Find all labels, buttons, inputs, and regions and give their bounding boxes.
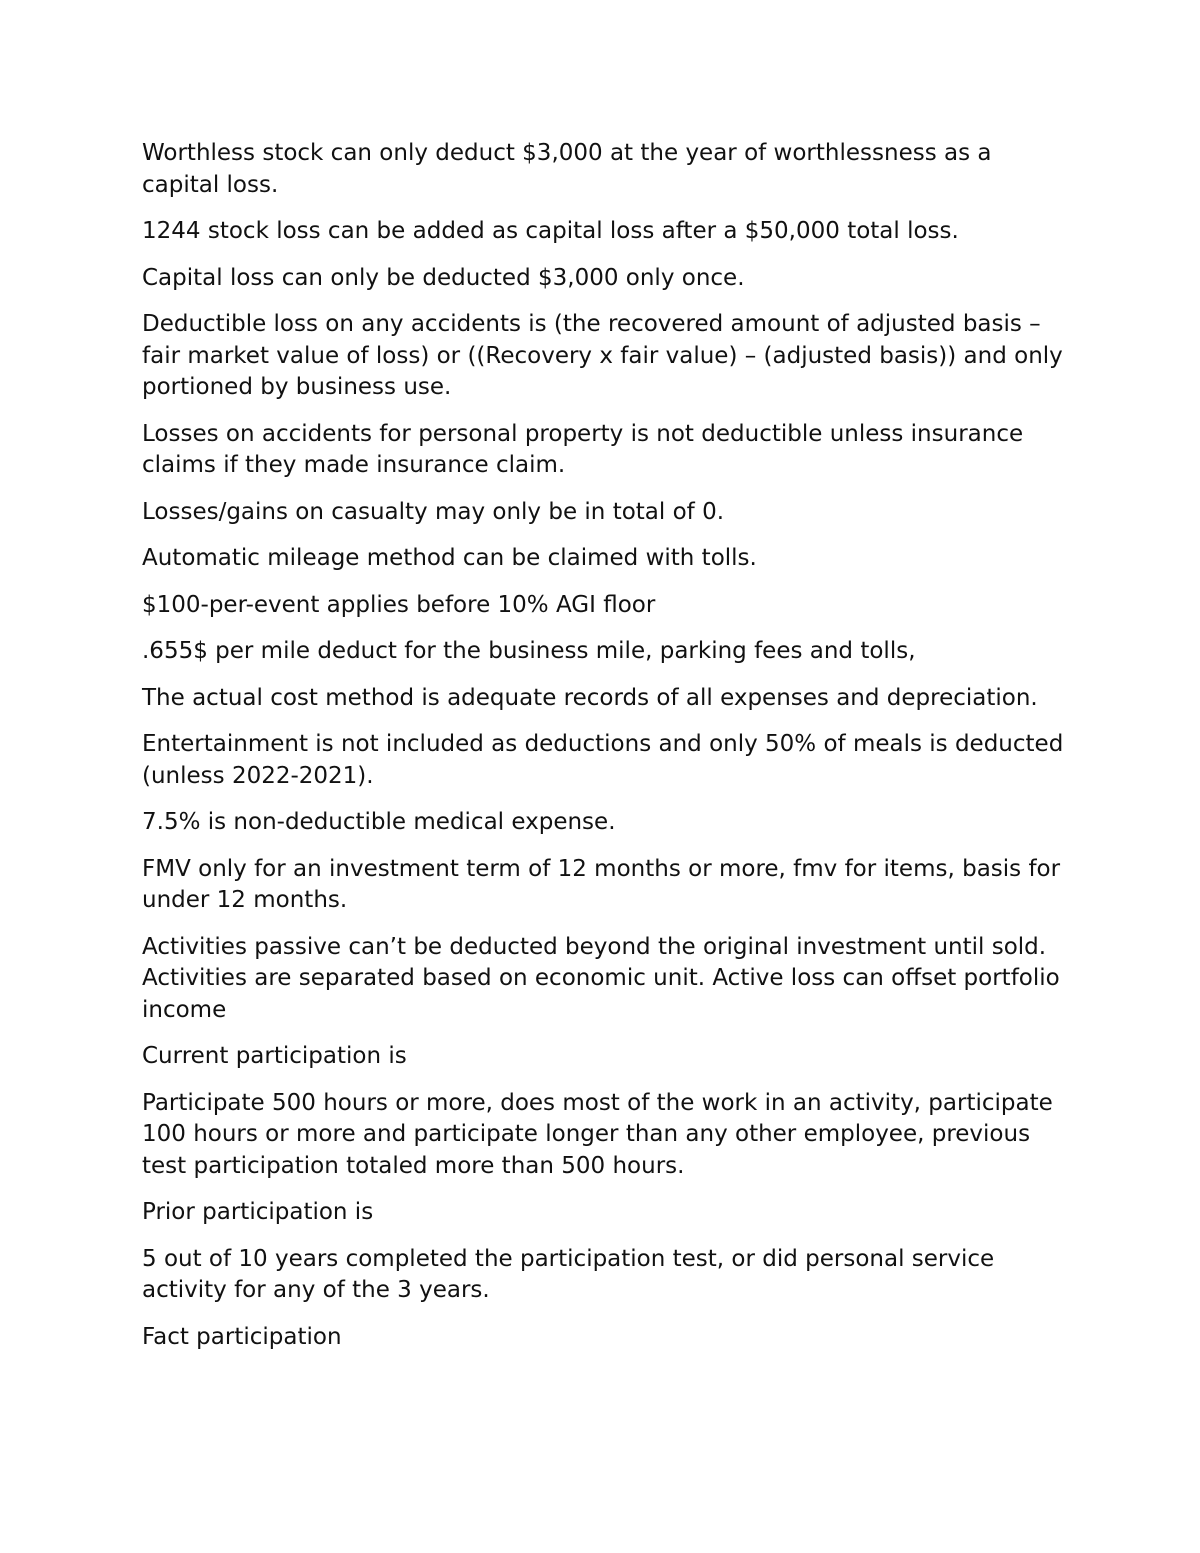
paragraph-actual-cost-method: The actual cost method is adequate records of all expenses and depreciation. xyxy=(142,684,1038,711)
paragraph-passive-activities: Activities passive can’t be deducted beyond the original investment until sold. Activities are separated based on economic unit. Active loss can offset portfolio income xyxy=(142,933,1060,1023)
paragraph-per-mile-deduct: .655$ per mile deduct for the business mile, parking fees and tolls, xyxy=(142,638,916,664)
paragraph-per-event-floor: $100-per-event applies before 10% AGI floor xyxy=(142,591,656,618)
paragraph-fact-participation: Fact participation xyxy=(142,1323,342,1350)
document-body xyxy=(142,138,1072,1368)
paragraph-worthless-stock: Worthless stock can only deduct $3,000 at the year of worthlessness as a capital loss. xyxy=(142,140,992,198)
paragraph-prior-participation-heading: Prior participation is xyxy=(142,1199,374,1225)
paragraph-medical-expense: 7.5% is non-deductible medical expense. xyxy=(142,809,616,835)
paragraph-deductible-loss: Deductible loss on any accidents is (the recovered amount of adjusted basis – fair market value of loss) or ((Recovery x fair value) – (adjusted basis)) and only portioned by business use. xyxy=(142,311,1063,400)
paragraph-prior-participation-tests: 5 out of 10 years completed the participation test, or did personal service activity for any of the 3 years. xyxy=(142,1245,995,1303)
paragraph-casualty-total: Losses/gains on casualty may only be in total of 0. xyxy=(142,498,725,525)
paragraph-current-participation-heading: Current participation is xyxy=(142,1043,407,1069)
paragraph-entertainment-meals: Entertainment is not included as deductions and only 50% of meals is deducted (unless 2022-2021). xyxy=(142,731,1064,789)
paragraph-current-participation-tests: Participate 500 hours or more, does most of the work in an activity, participate 100 hours or more and participate longer than any other employee, previous test participation totaled more than 500 hours. xyxy=(142,1089,1053,1179)
paragraph-automatic-mileage: Automatic mileage method can be claimed with tolls. xyxy=(142,545,757,571)
paragraph-personal-property-losses: Losses on accidents for personal property is not deductible unless insurance claims if they made insurance claim. xyxy=(142,420,1024,478)
paragraph-fmv-investment: FMV only for an investment term of 12 months or more, fmv for items, basis for under 12 months. xyxy=(142,855,1061,913)
paragraph-1244-stock: 1244 stock loss can be added as capital loss after a $50,000 total loss. xyxy=(142,218,959,244)
paragraph-capital-loss: Capital loss can only be deducted $3,000 only once. xyxy=(142,264,745,291)
